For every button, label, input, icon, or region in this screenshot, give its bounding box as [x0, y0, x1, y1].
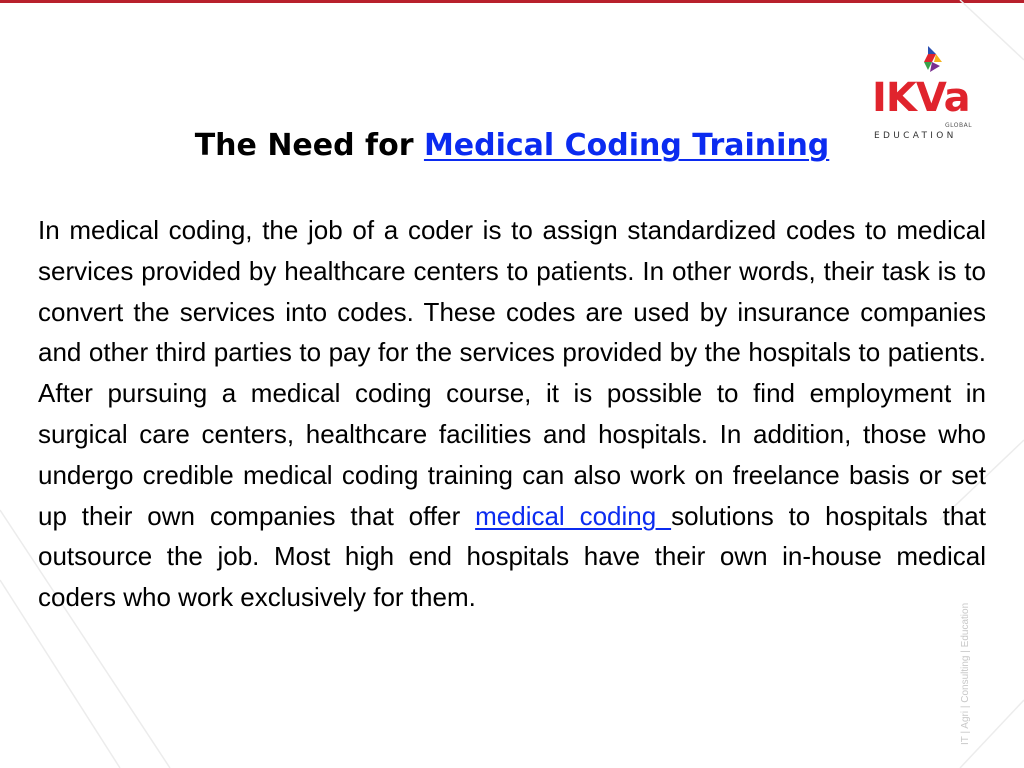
heading-link-medical-coding-training[interactable]: Medical Coding Training	[423, 128, 830, 163]
logo-wordmark: IKVa	[872, 75, 970, 121]
logo-global-label: GLOBAL	[945, 122, 973, 129]
page-title	[0, 124, 1024, 168]
pinwheel-arrows-icon	[916, 44, 944, 78]
page-title-prefix: The Need for	[194, 128, 424, 163]
inline-link-medical-coding[interactable]: medical coding	[475, 500, 672, 531]
paragraph-text-after-link: solutions to hospitals that outsource the job. Most high end hospitals have their own in-house medical coders who work exclusively for them.	[38, 500, 986, 613]
logo-subtitle: EDUCATION	[874, 131, 957, 141]
body-paragraph	[38, 210, 986, 618]
side-credit-text: IT | Agri | Consulting | Education	[960, 602, 971, 745]
paragraph-text-before-link: In medical coding, the job of a coder is to assign standardized codes to medical services provided by healthcare centers to patients. In other words, their task is to convert the services into codes. These codes are used by insurance companies and other third parties to pay for the services provided by the hospitals to patients. After pursuing a medical coding course, it is possible to find employment in surgical care centers, healthcare facilities and hospitals. In addition, those who undergo credible medical coding training can also work on freelance basis or set up their own companies that offer	[38, 215, 986, 531]
